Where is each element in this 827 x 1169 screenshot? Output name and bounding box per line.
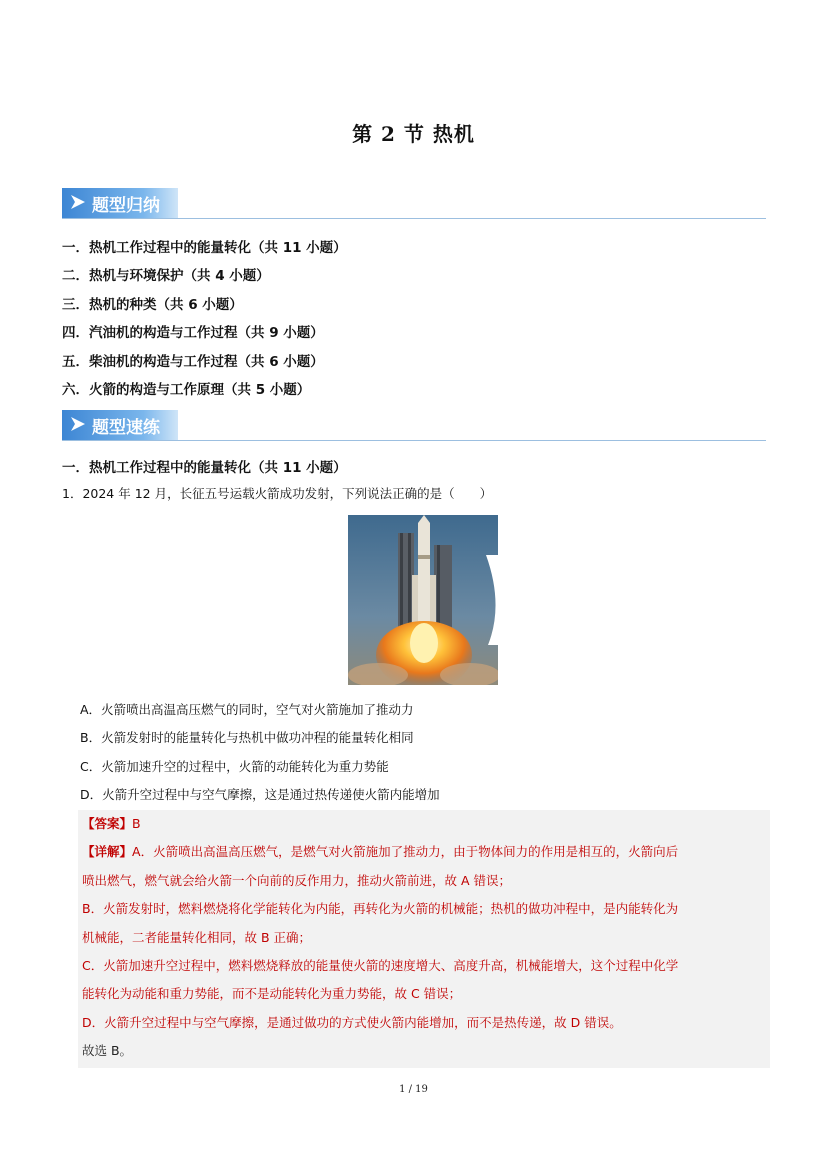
answer-label: 【答案】: [82, 816, 133, 831]
toc-item: 二．热机与环境保护（共 4 小题）: [62, 268, 270, 284]
summary-banner-label: 题型归纳: [92, 196, 160, 216]
detail-line: [82, 842, 678, 860]
toc-item: 三．热机的种类（共 6 小题）: [62, 297, 243, 313]
divider: [62, 218, 766, 219]
practice-banner: [62, 410, 766, 440]
chevron-right-icon: [68, 192, 88, 212]
option-a: A．火箭喷出高温高压燃气的同时，空气对火箭施加了推动力: [80, 702, 414, 717]
page-title: 第 2 节 热机: [352, 122, 475, 146]
option-d: D．火箭升空过程中与空气摩擦，这是通过热传递使火箭内能增加: [80, 787, 440, 802]
detail-label: 【详解】: [82, 844, 133, 859]
page-number: 1 / 19: [399, 1084, 428, 1095]
rocket-launch-photo: [348, 515, 498, 685]
option-c: C．火箭加速升空的过程中，火箭的动能转化为重力势能: [80, 759, 389, 774]
conclusion-text: 故选 B。: [82, 1043, 133, 1058]
detail-line: 能转化为动能和重力势能，而不是动能转化为重力势能，故 C 错误；: [82, 986, 462, 1001]
option-b: B．火箭发射时的能量转化与热机中做功冲程的能量转化相同: [80, 730, 414, 745]
detail-line: 机械能，二者能量转化相同，故 B 正确；: [82, 930, 312, 945]
question-text: 1．2024 年 12 月，长征五号运载火箭成功发射，下列说法正确的是（ ）: [62, 486, 493, 501]
answer-value: B: [132, 816, 141, 831]
chevron-right-icon: [68, 414, 88, 434]
detail-line: B．火箭发射时，燃料燃烧将化学能转化为内能，再转化为火箭的机械能；热机的做功冲程中，是内能转化为: [82, 901, 679, 916]
toc-item: 四．汽油机的构造与工作过程（共 9 小题）: [62, 325, 324, 341]
summary-banner: [62, 188, 766, 218]
section-heading: 一．热机工作过程中的能量转化（共 11 小题）: [62, 460, 347, 476]
divider: [62, 440, 766, 441]
detail-line: D．火箭升空过程中与空气摩擦，是通过做功的方式使火箭内能增加，而不是热传递，故 D 错误。: [82, 1015, 622, 1030]
detail-line: 喷出燃气，燃气就会给火箭一个向前的反作用力，推动火箭前进，故 A 错误；: [82, 873, 511, 888]
detail-line: C．火箭加速升空过程中，燃料燃烧释放的能量使火箭的速度增大、高度升高，机械能增大，这个过程中化学: [82, 958, 679, 973]
toc-item: 六．火箭的构造与工作原理（共 5 小题）: [62, 382, 311, 398]
toc-item: 五．柴油机的构造与工作过程（共 6 小题）: [62, 354, 324, 370]
conclusion-line: [82, 1041, 132, 1059]
practice-banner-label: 题型速练: [92, 418, 160, 438]
toc-item: 一．热机工作过程中的能量转化（共 11 小题）: [62, 240, 347, 256]
answer-line: [82, 814, 141, 832]
detail-text: A．火箭喷出高温高压燃气，是燃气对火箭施加了推动力，由于物体间力的作用是相互的，火箭向后: [132, 844, 679, 859]
